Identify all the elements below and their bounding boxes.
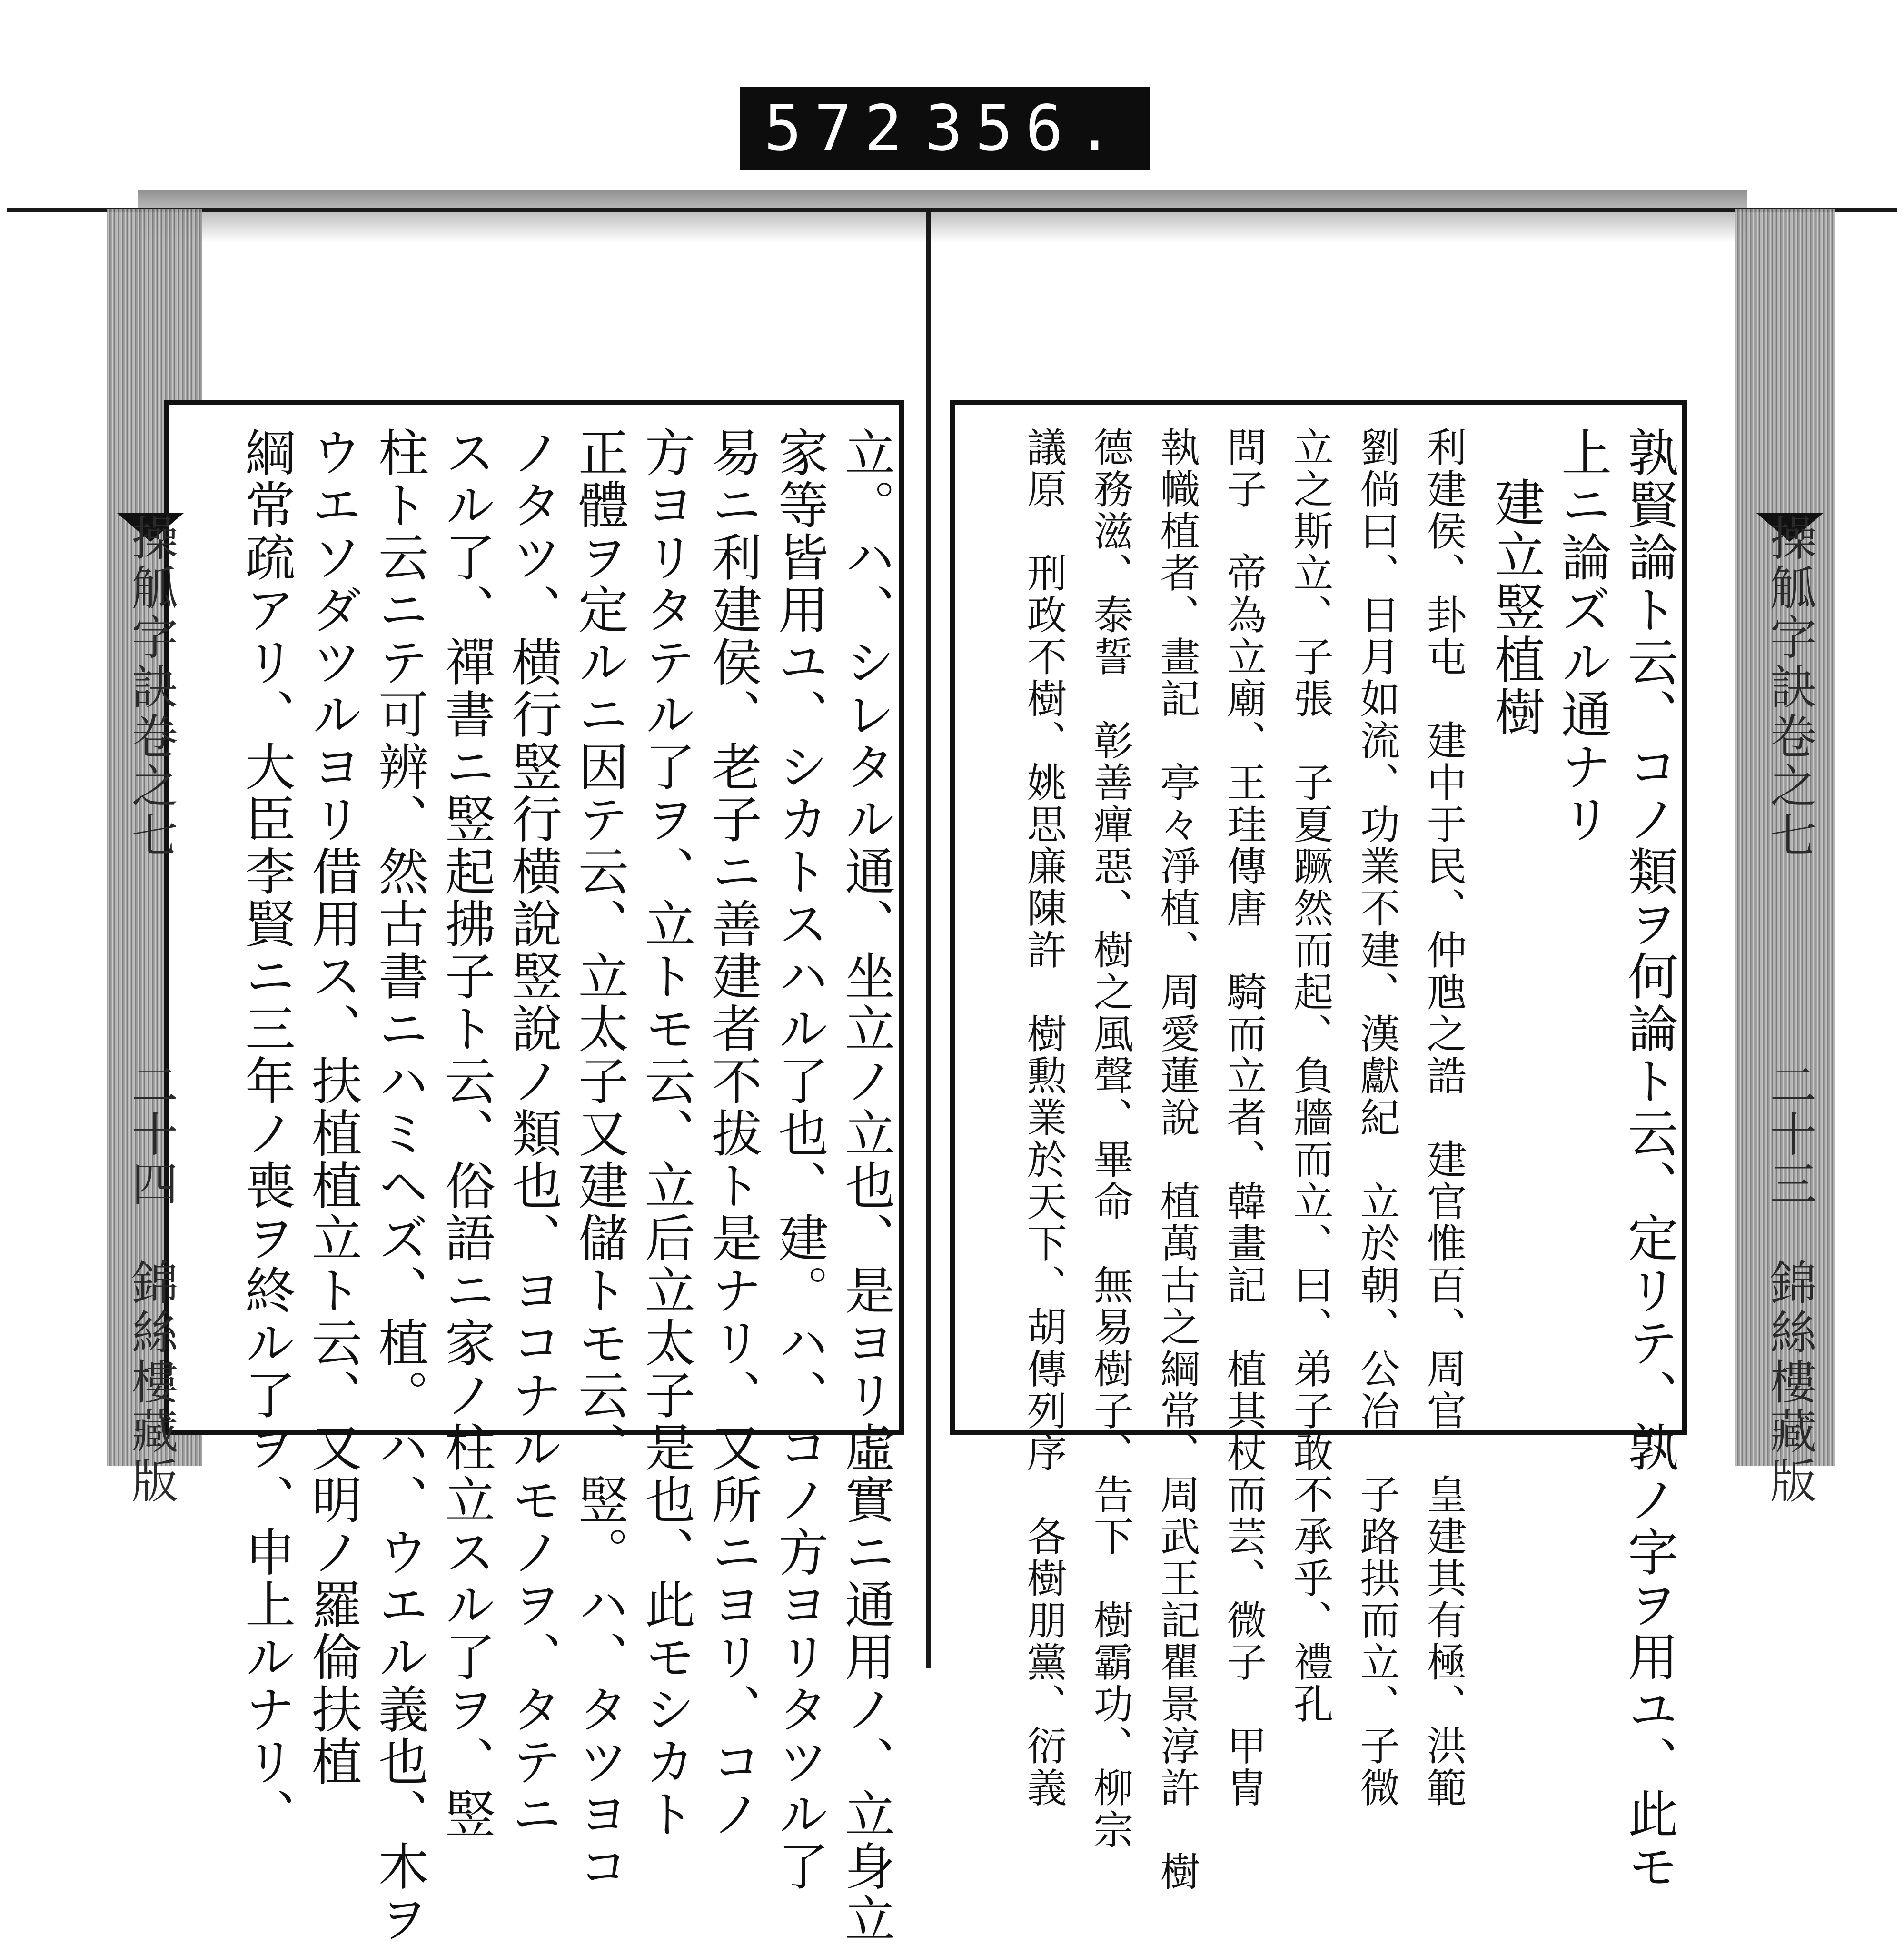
text-column: スル了、禪書ニ竪起拂子ト云、俗語ニ家ノ柱立スル了ヲ、竪: [437, 427, 496, 1840]
hanshin-folio: 二十三 錦絲樓藏版: [1762, 1061, 1816, 1506]
hanshin-folio: 二十四 錦絲樓藏版: [124, 1061, 178, 1506]
text-column: 立之斯立、子張 子夏蹶然而起、負牆而立、曰、弟子敢不承乎、禮孔: [1287, 427, 1334, 1725]
text-column: 德務滋、泰誓 彰善癉惡、樹之風聲、畢命 無易樹子、告下 樹霸功、柳宗: [1087, 427, 1134, 1851]
text-column: 執幟植者、畫記 亭々淨植、周愛蓮說 植萬古之綱常、周武王記瞿景淳許 樹: [1154, 427, 1200, 1893]
section-heading: 建立竪植樹: [1487, 476, 1545, 738]
right-page-frame: [950, 400, 1687, 1893]
text-column: 立。ハ、シレタル通、坐立ノ立也、是ヨリ虛實ニ通用ノ、立身立: [837, 427, 895, 1945]
text-column: 孰賢論ト云、コノ類ヲ何論ト云、定リテ、孰ノ字ヲ用ユ、此モ: [1620, 427, 1678, 1893]
text-column: 易ニ利建侯、老子ニ善建者不拔ト是ナリ、又所ニヨリ、コノ: [704, 427, 762, 1840]
center-gutter: [926, 212, 931, 1668]
plate-number-right: 356.: [925, 91, 1126, 165]
text-column: 問子 帝為立廟、王珪傳唐 騎而立者、韓畫記 植其杖而芸、微子 甲冑: [1220, 427, 1267, 1809]
left-page-frame: [164, 400, 904, 1945]
text-column: 正體ヲ定ルニ因テ云、立太子又建儲トモ云、竪。ハ、タツヨコ: [570, 427, 629, 1893]
page-top-edge: [7, 208, 1897, 212]
text-column: 柱ト云ニテ可辨、然古書ニハミヘズ、植。ハ、ウエル義也、木ヲ: [370, 427, 429, 1945]
text-column: 利建侯、卦屯 建中于民、仲虺之誥 建官惟百、周官 皇建其有極、洪範: [1420, 427, 1467, 1809]
plate-number-left: 572: [764, 91, 915, 165]
spine-shadow: [138, 190, 1747, 243]
text-column: 綱常疏アリ、大臣李賢ニ三年ノ喪ヲ終ル了ヲ、申上ルナリ、: [237, 427, 296, 1840]
left-hanshin-strip: [113, 514, 185, 1506]
archive-number-plate: [740, 87, 1150, 170]
text-column: ノタツ、横行竪行横說竪說ノ類也、ヨコナルモノヲ、タテニ: [504, 427, 562, 1840]
text-column: ウエソダツルヨリ借用ス、扶植植立ト云、又明ノ羅倫扶植: [304, 427, 362, 1788]
text-column: 家等皆用ユ、シカトスハル了也、建。ハ、コノ方ヨリタツル了: [770, 427, 829, 1893]
text-column: 劉倘曰、日月如流、功業不建、漢獻紀 立於朝、公冶 子路拱而立、子微: [1354, 427, 1400, 1809]
right-hanshin-strip: [1752, 514, 1823, 1506]
text-column: 上ニ論ズル通ナリ: [1553, 427, 1612, 845]
hanshin-title: 操觚字訣卷之七: [124, 514, 178, 861]
hanshin-title: 操觚字訣卷之七: [1762, 514, 1816, 861]
text-column: 議原 刑政不樹、姚思廉陳許 樹勲業於天下、胡傳列序 各樹朋黨、衍義: [1021, 427, 1067, 1809]
text-column: 方ヨリタテル了ヲ、立トモ云、立后立太子是也、此モシカト: [637, 427, 695, 1840]
